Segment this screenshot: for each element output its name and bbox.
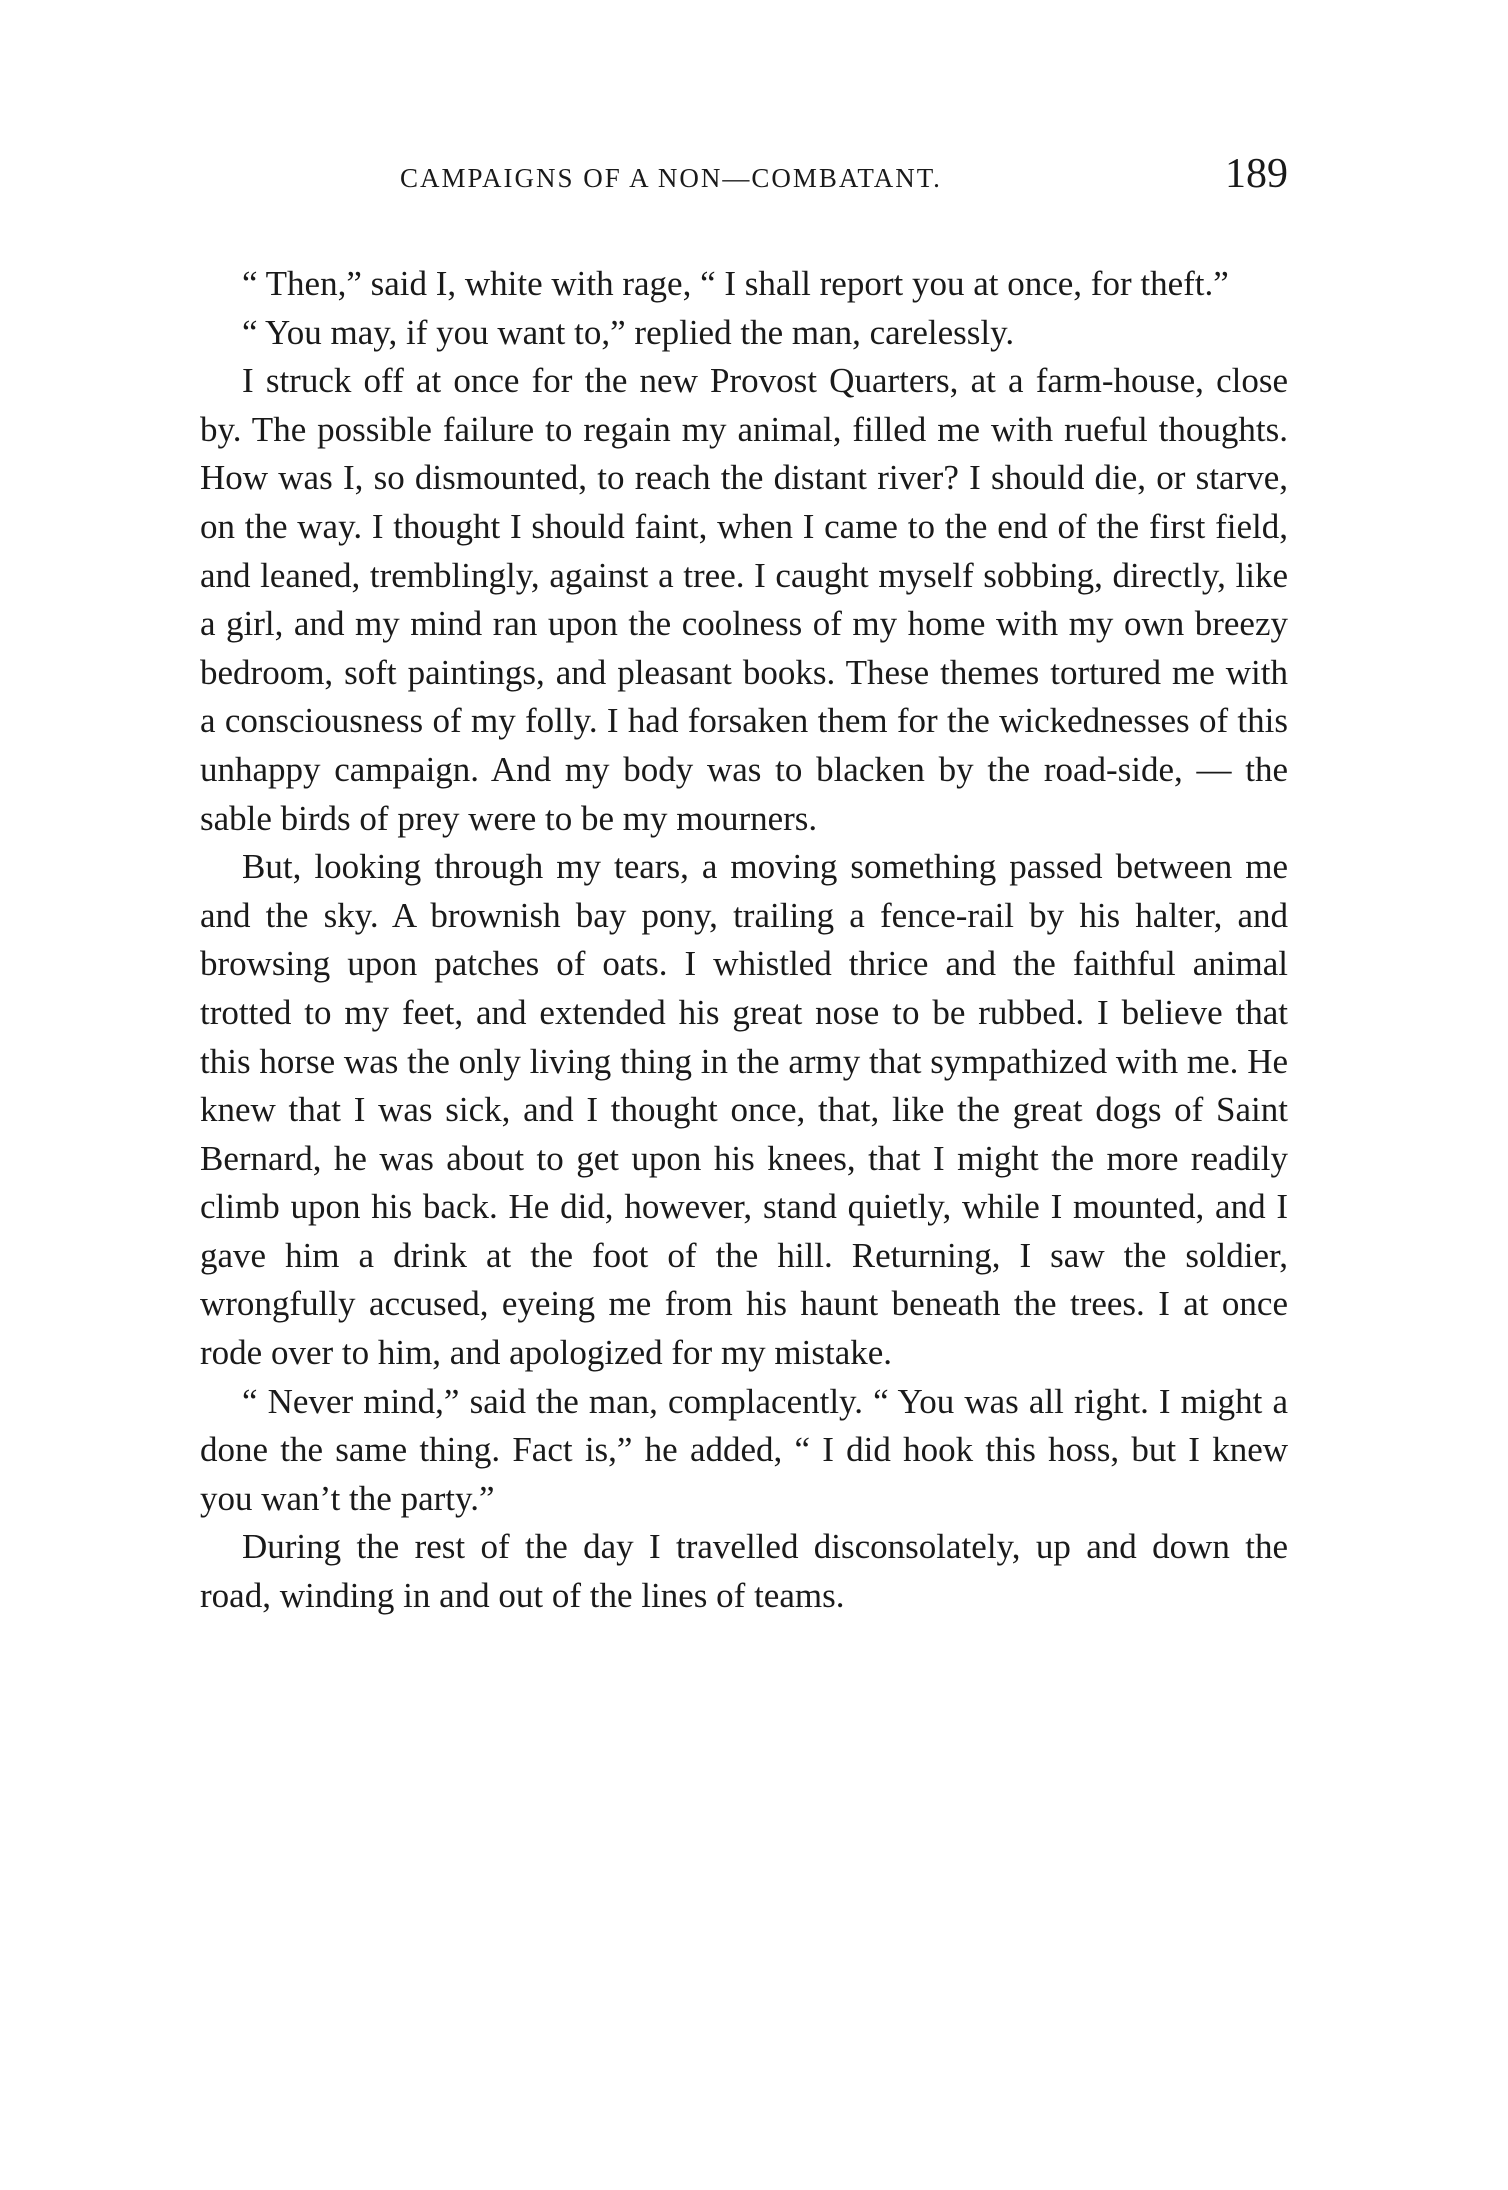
paragraph: During the rest of the day I travelled disconsolately, up and down the road, winding in and out of the lines of teams.	[200, 1527, 1288, 1616]
paragraph: “ Never mind,” said the man, complacently. “ You was all right. I might a done the same thing. Fact is,” he added, “ I did hook this hoss, but I knew you wan’t the party.”	[200, 1381, 1288, 1518]
paragraph: But, looking through my tears, a moving something passed between me and the sky. A brownish bay pony, trailing a fence-rail by his halter, and browsing upon patches of oats. I whistled thrice and the faithful animal trotted to my feet, and extended his great nose to be rubbed. I believe that this horse was the only living thing in the army that sympathized with me. He knew that I was sick, and I thought once, that, like the great dogs of Saint Bernard, he was about to get upon his knees, that I might the more readily climb upon his back. He did, however, stand quietly, while I mounted, and I gave him a drink at the foot of the hill. Returning, I saw the soldier, wrongfully accused, eyeing me from his haunt beneath the trees. I at once rode over to him, and apologized for my mistake.	[200, 847, 1288, 1373]
paragraph: “ Then,” said I, white with rage, “ I shall report you at once, for theft.”	[242, 264, 1229, 303]
body-text	[200, 260, 1288, 1621]
running-head	[200, 150, 1288, 214]
book-page	[200, 150, 1288, 1621]
running-title: CAMPAIGNS OF A NON—COMBATANT.	[400, 163, 942, 193]
page-number: 189	[1225, 151, 1288, 197]
paragraph: I struck off at once for the new Provost Quarters, at a farm-house, close by. The possible failure to regain my animal, filled me with rueful thoughts. How was I, so dismounted, to reach the distant river? I should die, or starve, on the way. I thought I should faint, when I came to the end of the first field, and leaned, tremblingly, against a tree. I caught myself sobbing, directly, like a girl, and my mind ran upon the coolness of my home with my own breezy bedroom, soft paintings, and pleasant books. These themes tortured me with a consciousness of my folly. I had forsaken them for the wickednesses of this unhappy campaign. And my body was to blacken by the road-side, — the sable birds of prey were to be my mourners.	[200, 361, 1288, 838]
paragraph: “ You may, if you want to,” replied the man, carelessly.	[242, 312, 1015, 352]
